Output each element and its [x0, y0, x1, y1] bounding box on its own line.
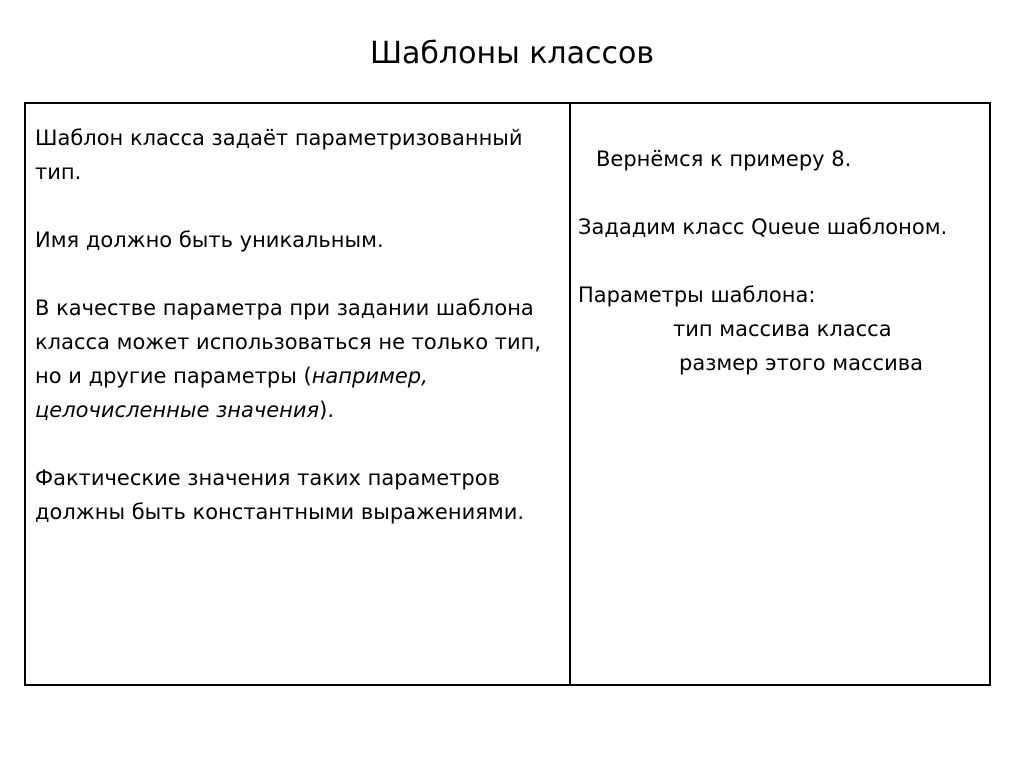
- left-paragraph-4: Фактические значения таких параметров должны быть константными выражениями.: [35, 466, 525, 524]
- right-line-2: Зададим класс Queue шаблоном.: [578, 215, 948, 239]
- left-paragraph-3-text: В качестве параметра при задании шаблона класса может использоваться не только тип, но и другие параметры (: [35, 296, 542, 388]
- left-paragraph-3-end: ).: [319, 398, 335, 422]
- left-paragraph-1: Шаблон класса задаёт параметризованный тип.: [35, 126, 523, 184]
- left-paragraph-3: [35, 291, 565, 427]
- right-line-3: Параметры шаблона:: [578, 283, 816, 307]
- right-cell: [578, 142, 990, 380]
- column-divider: [569, 104, 571, 684]
- right-line-1: Вернёмся к примеру 8.: [596, 147, 852, 171]
- left-cell: [35, 121, 565, 529]
- left-paragraph-2: Имя должно быть уникальным.: [35, 228, 384, 252]
- content-table: [24, 102, 991, 686]
- right-line-4: тип массива класса: [673, 317, 892, 341]
- left-paragraph-3-italic: например, целочисленные значения: [35, 364, 428, 422]
- slide-title: Шаблоны классов: [369, 36, 655, 71]
- right-line-5: размер этого массива: [679, 351, 923, 375]
